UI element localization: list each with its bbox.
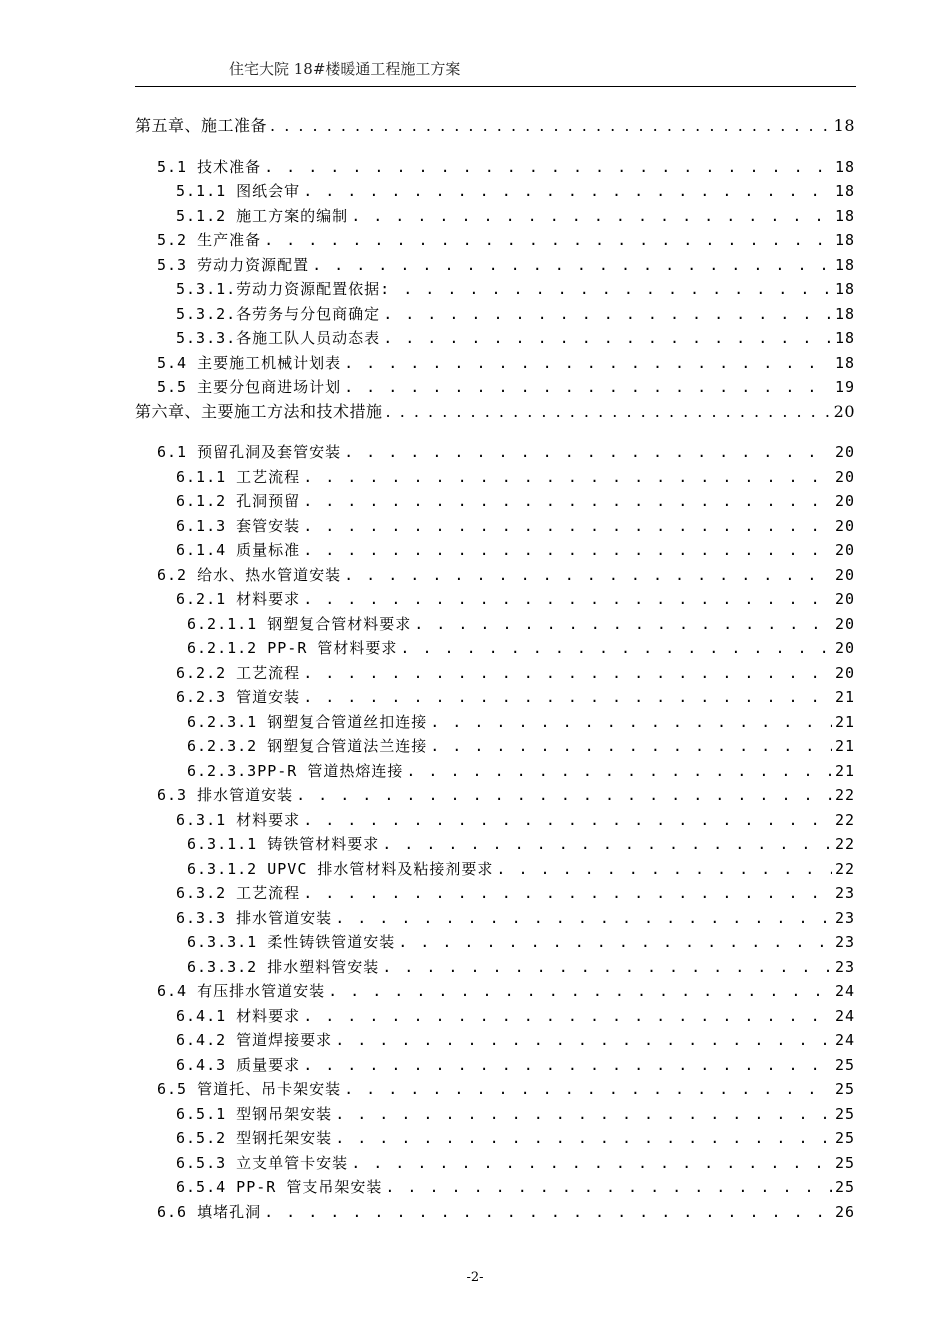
toc-dot-leader bbox=[386, 400, 831, 424]
toc-entry[interactable] bbox=[157, 563, 855, 587]
toc-entry-page: 22 bbox=[834, 786, 855, 804]
toc-entry-page: 20 bbox=[834, 590, 855, 608]
toc-entry-page: 25 bbox=[834, 1129, 855, 1147]
toc-entry-label: 5.4 主要施工机械计划表 bbox=[157, 353, 342, 372]
toc-entry-label: 6.3.3 排水管道安装 bbox=[176, 908, 333, 927]
toc-entry-page: 22 bbox=[834, 859, 855, 878]
toc-entry-page: 23 bbox=[834, 908, 855, 927]
toc-entry[interactable] bbox=[187, 612, 855, 636]
toc-entry-label: 5.1.2 施工方案的编制 bbox=[176, 206, 349, 225]
toc-entry[interactable] bbox=[187, 759, 855, 783]
toc-entry[interactable] bbox=[157, 1077, 855, 1101]
toc-entry-page: 25 bbox=[834, 1153, 855, 1172]
toc-dot-leader bbox=[303, 514, 832, 538]
toc-entry[interactable] bbox=[157, 1200, 855, 1224]
toc-entry[interactable] bbox=[157, 155, 855, 179]
toc-entry-label: 6.5.4 PP-R 管支吊架安装 bbox=[176, 1178, 383, 1196]
toc-entry-page: 23 bbox=[834, 957, 855, 976]
toc-dot-leader bbox=[335, 1126, 832, 1150]
toc-entry-label: 6.1.3 套管安装 bbox=[176, 516, 301, 535]
toc-entry-page: 25 bbox=[834, 1055, 855, 1074]
toc-entry-page: 20 bbox=[834, 639, 855, 657]
toc-entry-label: 6.3.3.2 排水塑料管安装 bbox=[187, 957, 380, 976]
toc-entry[interactable] bbox=[157, 253, 855, 277]
toc-entry[interactable] bbox=[176, 538, 855, 562]
toc-entry-label: 6.5.3 立支单管卡安装 bbox=[176, 1153, 349, 1172]
toc-dot-leader bbox=[303, 587, 832, 611]
toc-entry-page: 20 bbox=[834, 541, 855, 559]
toc-entry[interactable] bbox=[176, 1126, 855, 1150]
toc-dot-leader bbox=[335, 1102, 832, 1126]
toc-entry-page: 19 bbox=[834, 378, 855, 396]
toc-dot-leader bbox=[335, 906, 832, 930]
toc-entry[interactable] bbox=[176, 204, 855, 228]
toc-entry-page: 26 bbox=[834, 1202, 855, 1221]
toc-dot-leader bbox=[400, 636, 832, 660]
toc-entry[interactable] bbox=[176, 881, 855, 905]
toc-entry-label: 6.2.3.2 钢塑复合管道法兰连接 bbox=[187, 737, 428, 755]
toc-entry[interactable] bbox=[176, 465, 855, 489]
toc-entry-page: 18 bbox=[833, 116, 855, 135]
toc-dot-leader bbox=[496, 857, 832, 881]
toc-dot-leader bbox=[303, 179, 832, 203]
toc-dot-leader bbox=[303, 489, 832, 513]
toc-entry[interactable] bbox=[176, 1028, 855, 1052]
toc-entry-label: 5.2 生产准备 bbox=[157, 231, 262, 249]
toc-entry-label: 6.2.3.3PP-R 管道热熔连接 bbox=[187, 761, 404, 780]
toc-dot-leader bbox=[383, 302, 832, 326]
toc-dot-leader bbox=[430, 710, 832, 734]
toc-dot-leader bbox=[264, 228, 832, 252]
toc-dot-leader bbox=[303, 1053, 832, 1077]
toc-dot-leader bbox=[303, 661, 832, 685]
toc-entry-label: 6.1.2 孔洞预留 bbox=[176, 492, 301, 510]
toc-dot-leader bbox=[303, 538, 832, 562]
toc-entry-page: 20 bbox=[834, 614, 855, 633]
toc-entry[interactable] bbox=[157, 351, 855, 375]
toc-dot-leader bbox=[303, 1004, 832, 1028]
toc-entry-label: 6.2.1.1 钢塑复合管材料要求 bbox=[187, 614, 412, 633]
toc-entry-label: 6.3 排水管道安装 bbox=[157, 786, 294, 804]
toc-dot-leader bbox=[403, 277, 832, 301]
toc-entry[interactable] bbox=[176, 661, 855, 685]
toc-dot-leader bbox=[351, 1151, 832, 1175]
toc-entry-label: 6.3.1.1 铸铁管材料要求 bbox=[187, 835, 380, 853]
toc-entry-page: 23 bbox=[834, 884, 855, 902]
toc-entry-label: 6.3.1.2 UPVC 排水管材料及粘接剂要求 bbox=[187, 859, 494, 878]
toc-entry-label: 6.2.1 材料要求 bbox=[176, 590, 301, 608]
toc-entry-label: 5.1 技术准备 bbox=[157, 157, 262, 176]
toc-dot-leader bbox=[385, 1175, 832, 1199]
toc-entry[interactable] bbox=[176, 1053, 855, 1077]
toc-entry[interactable] bbox=[176, 326, 855, 350]
toc-entry[interactable] bbox=[176, 277, 855, 301]
toc-entry[interactable] bbox=[176, 1175, 855, 1199]
toc-entry-page: 20 bbox=[834, 663, 855, 682]
toc-entry-page: 21 bbox=[834, 761, 855, 780]
toc-entry[interactable] bbox=[187, 930, 855, 954]
toc-dot-leader bbox=[351, 204, 832, 228]
toc-entry-label: 5.3.3.各施工队人员动态表 bbox=[176, 329, 381, 347]
toc-dot-leader bbox=[270, 114, 831, 138]
toc-entry-page: 18 bbox=[834, 157, 855, 176]
toc-dot-leader bbox=[303, 808, 832, 832]
page-number: -2- bbox=[466, 1270, 484, 1285]
toc-entry-page: 24 bbox=[834, 1006, 855, 1025]
toc-entry-page: 24 bbox=[834, 982, 855, 1000]
toc-entry-page: 23 bbox=[834, 933, 855, 951]
toc-entry-page: 18 bbox=[834, 206, 855, 225]
toc-chapter-entry[interactable] bbox=[135, 400, 855, 424]
toc-entry-label: 5.3 劳动力资源配置 bbox=[157, 255, 310, 274]
toc-dot-leader bbox=[382, 955, 832, 979]
toc-entry[interactable] bbox=[157, 440, 855, 464]
toc-entry-page: 22 bbox=[834, 810, 855, 829]
toc-entry-page: 18 bbox=[834, 182, 855, 200]
toc-chapter-entry[interactable] bbox=[135, 114, 855, 138]
toc-entry[interactable] bbox=[187, 955, 855, 979]
toc-entry-label: 5.3.2.各劳务与分包商确定 bbox=[176, 304, 381, 323]
toc-entry-page: 18 bbox=[834, 231, 855, 249]
toc-entry-label: 6.5.2 型钢托架安装 bbox=[176, 1129, 333, 1147]
toc-entry-label: 6.3.2 工艺流程 bbox=[176, 884, 301, 902]
toc-dot-leader bbox=[383, 326, 832, 350]
toc-entry-label: 6.2 给水、热水管道安装 bbox=[157, 565, 342, 584]
toc-entry-page: 21 bbox=[834, 737, 855, 755]
toc-entry-label: 6.4.2 管道焊接要求 bbox=[176, 1031, 333, 1049]
toc-entry-label: 6.2.2 工艺流程 bbox=[176, 663, 301, 682]
toc-entry[interactable] bbox=[176, 906, 855, 930]
toc-dot-leader bbox=[430, 734, 832, 758]
toc-entry-label: 6.2.1.2 PP-R 管材料要求 bbox=[187, 639, 398, 657]
toc-entry[interactable] bbox=[157, 375, 855, 399]
document-header-title: 住宅大院 18#楼暖通工程施工方案 bbox=[229, 60, 461, 78]
toc-entry[interactable] bbox=[176, 179, 855, 203]
toc-entry[interactable] bbox=[187, 710, 855, 734]
toc-entry[interactable] bbox=[187, 832, 855, 856]
toc-entry-page: 18 bbox=[834, 304, 855, 323]
toc-entry-label: 6.1.1 工艺流程 bbox=[176, 467, 301, 486]
toc-dot-leader bbox=[335, 1028, 832, 1052]
toc-entry-page: 22 bbox=[834, 835, 855, 853]
toc-entry-page: 21 bbox=[834, 712, 855, 731]
toc-entry-label: 6.2.3 管道安装 bbox=[176, 688, 301, 706]
toc-entry-page: 18 bbox=[834, 255, 855, 274]
toc-entry[interactable] bbox=[176, 514, 855, 538]
toc-entry-label: 6.3.3.1 柔性铸铁管道安装 bbox=[187, 933, 396, 951]
toc-entry-page: 18 bbox=[834, 353, 855, 372]
toc-entry[interactable] bbox=[157, 979, 855, 1003]
toc-dot-leader bbox=[414, 612, 832, 636]
toc-entry[interactable] bbox=[176, 587, 855, 611]
toc-dot-leader bbox=[344, 351, 832, 375]
toc-dot-leader bbox=[344, 563, 832, 587]
toc-entry[interactable] bbox=[187, 857, 855, 881]
toc-entry-label: 6.1.4 质量标准 bbox=[176, 541, 301, 559]
toc-entry-page: 18 bbox=[834, 329, 855, 347]
toc-entry-page: 20 bbox=[834, 516, 855, 535]
toc-entry-label: 5.5 主要分包商进场计划 bbox=[157, 378, 342, 396]
toc-entry-label: 6.1 预留孔洞及套管安装 bbox=[157, 443, 342, 461]
toc-entry-page: 20 bbox=[834, 443, 855, 461]
toc-entry[interactable] bbox=[176, 489, 855, 513]
toc-dot-leader bbox=[382, 832, 832, 856]
toc-entry-page: 25 bbox=[834, 1080, 855, 1098]
toc-dot-leader bbox=[312, 253, 832, 277]
toc-entry[interactable] bbox=[176, 302, 855, 326]
toc-entry-label: 5.1.1 图纸会审 bbox=[176, 182, 301, 200]
toc-entry-page: 18 bbox=[834, 280, 855, 298]
toc-dot-leader bbox=[344, 1077, 832, 1101]
toc-entry[interactable] bbox=[176, 808, 855, 832]
toc-entry-page: 25 bbox=[834, 1104, 855, 1123]
toc-entry-label: 6.6 填堵孔洞 bbox=[157, 1202, 262, 1221]
toc-dot-leader bbox=[303, 685, 832, 709]
toc-entry-page: 20 bbox=[834, 492, 855, 510]
toc-entry-label: 6.2.3.1 钢塑复合管道丝扣连接 bbox=[187, 712, 428, 731]
toc-entry-label: 5.3.1.劳动力资源配置依据: bbox=[176, 280, 401, 298]
toc-dot-leader bbox=[406, 759, 832, 783]
toc-entry[interactable] bbox=[176, 1102, 855, 1126]
toc-entry[interactable] bbox=[176, 1004, 855, 1028]
toc-dot-leader bbox=[344, 375, 832, 399]
toc-dot-leader bbox=[328, 979, 832, 1003]
toc-entry-label: 第六章、主要施工方法和技术措施 bbox=[135, 401, 383, 421]
toc-entry-label: 6.5 管道托、吊卡架安装 bbox=[157, 1080, 342, 1098]
toc-dot-leader bbox=[398, 930, 832, 954]
toc-entry-page: 20 bbox=[833, 401, 855, 421]
toc-dot-leader bbox=[303, 465, 832, 489]
toc-entry[interactable] bbox=[187, 734, 855, 758]
toc-entry-label: 6.4.3 质量要求 bbox=[176, 1055, 301, 1074]
toc-entry[interactable] bbox=[176, 685, 855, 709]
toc-entry[interactable] bbox=[176, 1151, 855, 1175]
toc-entry-label: 第五章、施工准备 bbox=[135, 116, 268, 135]
toc-entry-page: 25 bbox=[834, 1178, 855, 1196]
toc-dot-leader bbox=[344, 440, 832, 464]
toc-entry-label: 6.5.1 型钢吊架安装 bbox=[176, 1104, 333, 1123]
toc-entry-label: 6.4 有压排水管道安装 bbox=[157, 982, 326, 1000]
toc-entry-page: 24 bbox=[834, 1031, 855, 1049]
toc-dot-leader bbox=[264, 155, 832, 179]
toc-dot-leader bbox=[303, 881, 832, 905]
toc-entry[interactable] bbox=[187, 636, 855, 660]
toc-entry-page: 20 bbox=[834, 467, 855, 486]
toc-entry[interactable] bbox=[157, 228, 855, 252]
toc-entry[interactable] bbox=[157, 783, 855, 807]
toc-entry-page: 21 bbox=[834, 688, 855, 706]
toc-entry-label: 6.4.1 材料要求 bbox=[176, 1006, 301, 1025]
toc-dot-leader bbox=[296, 783, 832, 807]
toc-entry-page: 20 bbox=[834, 565, 855, 584]
toc-entry-label: 6.3.1 材料要求 bbox=[176, 810, 301, 829]
toc-dot-leader bbox=[264, 1200, 832, 1224]
